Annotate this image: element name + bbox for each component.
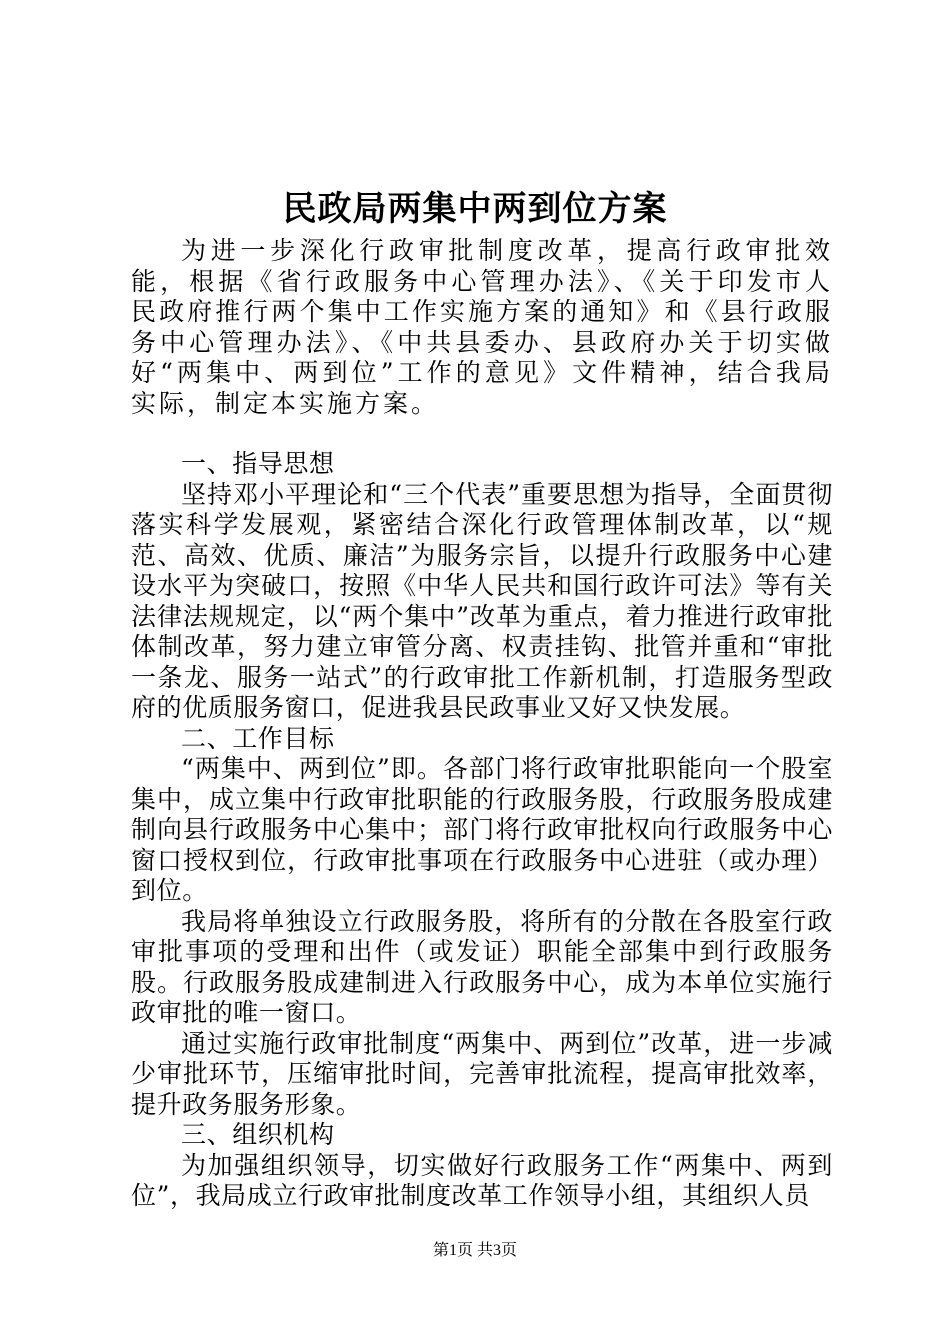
paragraph: 我局将单独设立行政服务股，将所有的分散在各股室行政审批事项的受理和出件（或发证）职能全部集中到行政服务股。行政服务股成建制进入行政服务中心，成为本单位实施行政审批的唯一窗口。 — [131, 906, 833, 1027]
page-number-footer: 第1页 共3页 — [432, 1242, 517, 1259]
section-heading-work-goals: 二、工作目标 — [181, 723, 335, 753]
paragraph: 坚持邓小平理论和“三个代表”重要思想为指导，全面贯彻落实科学发展观，紧密结合深化行政管理体制改革，以“规范、高效、优质、廉洁”为服务宗旨，以提升行政服务中心建设水平为突破口，按照《中华人民共和国行政许可法》等有关法律法规规定，以“两个集中”改革为重点，着力推进行政审批体制改革，努力建立审管分离、权责挂钩、批管并重和“审批一条龙、服务一站式”的行政审批工作新机制，打造服务型政府的优质服务窗口，促进我县民政事业又好又快发展。 — [131, 479, 833, 722]
document-body — [131, 236, 833, 1212]
paragraph: 通过实施行政审批制度“两集中、两到位”改革，进一步减少审批环节，压缩审批时间，完善审批流程，提高审批效率，提升政务服务形象。 — [131, 1028, 833, 1119]
intro-paragraph: 为进一步深化行政审批制度改革，提高行政审批效能，根据《省行政服务中心管理办法》、《关于印发市人民政府推行两个集中工作实施方案的通知》和《县行政服务中心管理办法》、《中共县委办、县政府办关于切实做好“两集中、两到位”工作的意见》文件精神，结合我局实际，制定本实施方案。 — [131, 236, 833, 418]
document-title: 民政局两集中两到位方案 — [282, 189, 668, 229]
section-heading-organization: 三、组织机构 — [181, 1120, 335, 1149]
paragraph: “两集中、两到位”即。各部门将行政审批职能向一个股室集中，成立集中行政审批职能的行政服务股，行政服务股成建制向县行政服务中心集中；部门将行政审批权向行政服务中心窗口授权到位，行政审批事项在行政服务中心进驻（或办理）到位。 — [131, 754, 833, 905]
section-heading-guiding-ideology: 一、指导思想 — [181, 449, 335, 478]
paragraph: 为加强组织领导，切实做好行政服务工作“两集中、两到位”，我局成立行政审批制度改革工作领导小组，其组织人员 — [131, 1150, 833, 1210]
